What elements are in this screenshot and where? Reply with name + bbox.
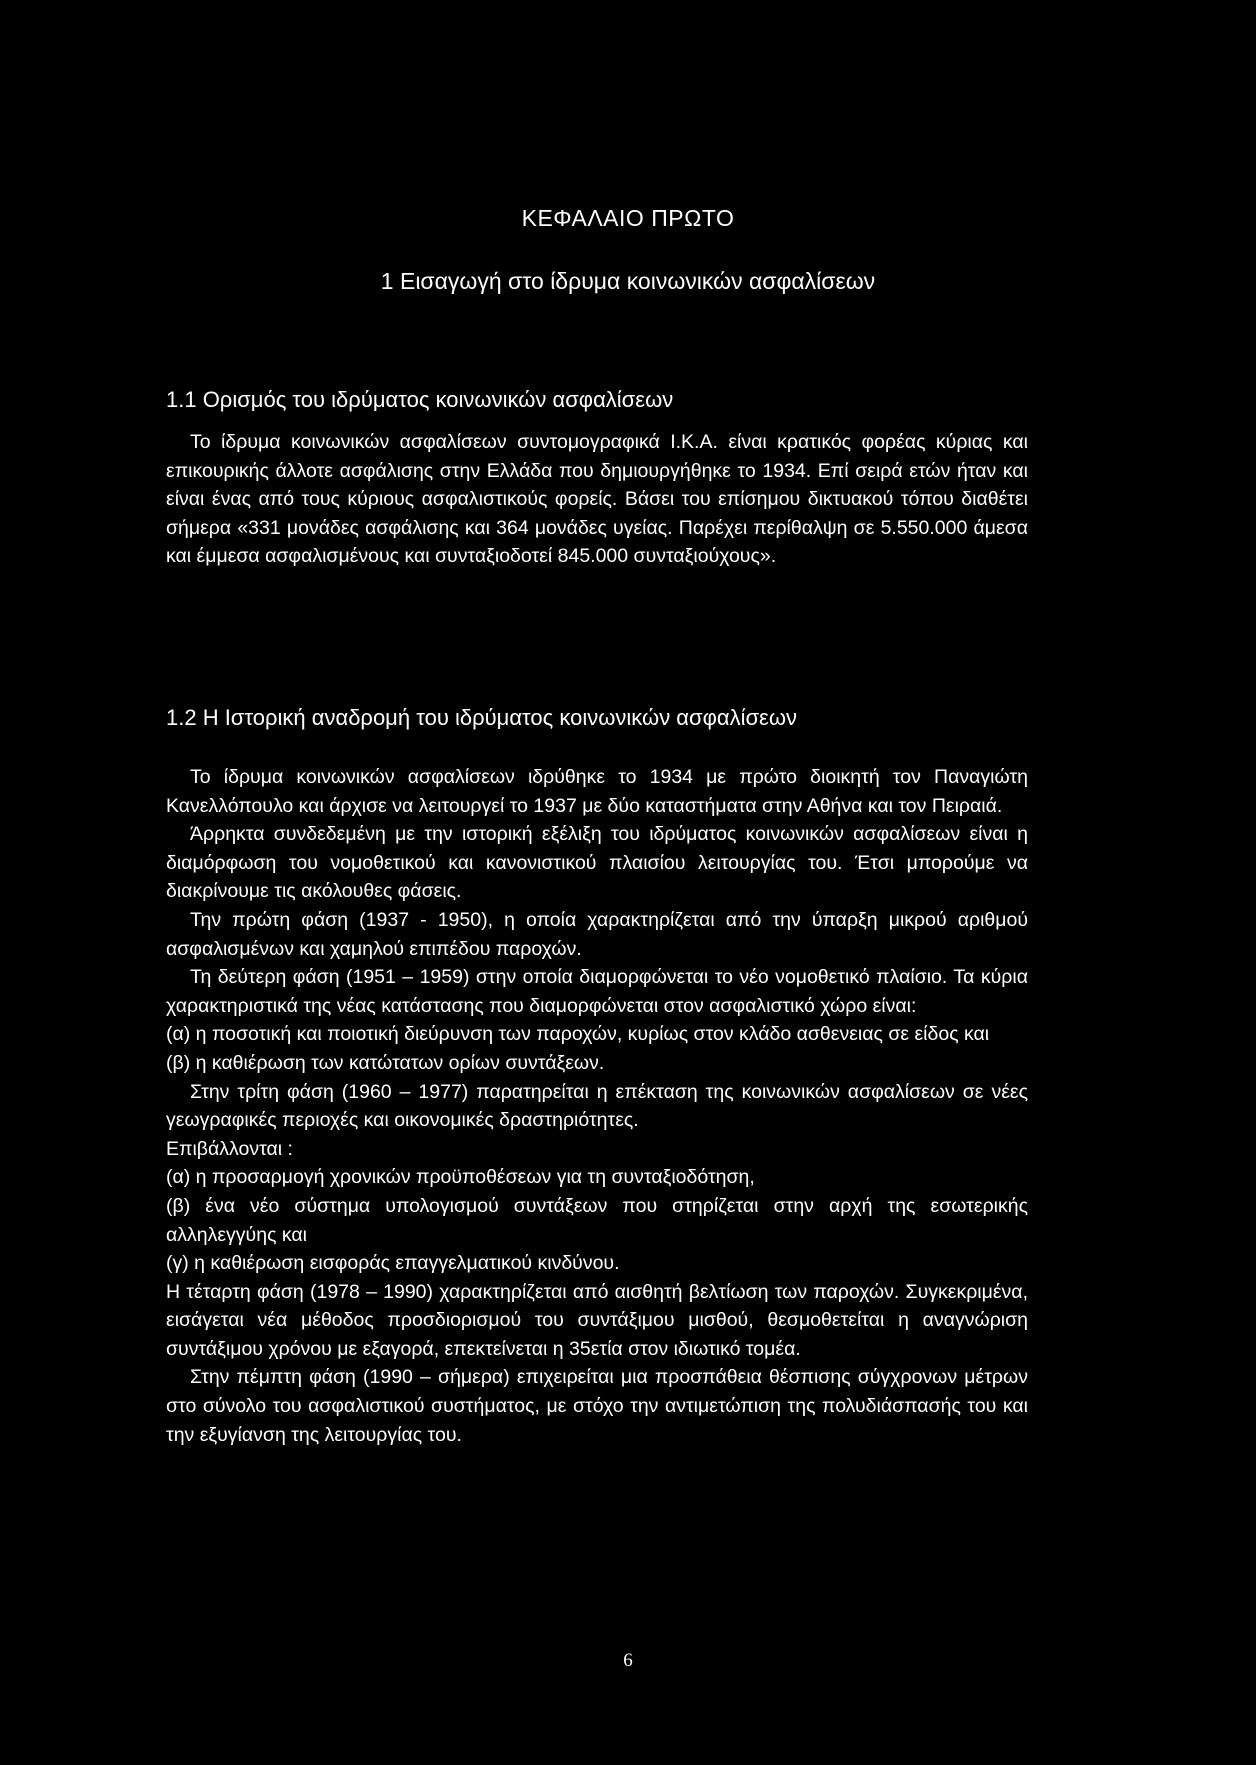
paragraph: Επιβάλλονται : [166, 1137, 293, 1160]
section-heading-1-1: 1.1 Ορισμός του ιδρύματος κοινωνικών ασφαλίσεων [166, 387, 674, 412]
list-item: (β) ένα νέο σύστημα υπολογισμού συντάξεων που στηρίζεται στην αρχή της εσωτερικής αλληλεγγύης και [166, 1194, 1028, 1246]
paragraph: Η τέταρτη φάση (1978 – 1990) χαρακτηρίζεται από αισθητή βελτίωση των παροχών. Συγκεκριμένα, εισάγεται νέα μέθοδος προσδιορισμού του συντάξιμου μισθού, θεσμοθετείται η αναγνώριση συντάξιμου χρόνου με εξαγορά, επεκτείνεται η 35ετία στον ιδιωτικό τομέα. [166, 1280, 1028, 1360]
paragraph: Το ίδρυμα κοινωνικών ασφαλίσεων συντομογραφικά Ι.Κ.Α. είναι κρατικός φορέας κύριας και επικουρικής άλλοτε ασφάλισης στην Ελλάδα που δημιουργήθηκε το 1934. Επί σειρά ετών ήταν και είναι ένας από τους κύριους ασφαλιστικούς φορείς. Βάσει του επίσημου δικτυακού τόπου διαθέτει σήμερα «331 μονάδες ασφάλισης και 364 μονάδες υγείας. Παρέχει περίθαλψη σε 5.550.000 άμεσα και έμμεσα ασφαλισμένους και συνταξιοδοτεί 845.000 συνταξιούχους». [166, 431, 1028, 568]
paragraph: Τη δεύτερη φάση (1951 – 1959) στην οποία διαμορφώνεται το νέο νομοθετικό πλαίσιο. Τα κύρια χαρακτηριστικά της νέας κατάστασης που διαμορφώνεται στον ασφαλιστικό χώρο είναι: [166, 966, 1028, 1017]
paragraph: Στην πέμπτη φάση (1990 – σήμερα) επιχειρείται μια προσπάθεια θέσπισης σύγχρονων μέτρων στο σύνολο του ασφαλιστικού συστήματος, με στόχο την αντιμετώπιση της πολυδιάσπασής του και την εξυγίανση της λειτουργίας του. [166, 1366, 1028, 1446]
section-1-2-body [166, 763, 1028, 1449]
chapter-title: ΚΕΦΑΛΑΙΟ ΠΡΩΤΟ [521, 205, 735, 231]
paragraph: Άρρηκτα συνδεδεμένη με την ιστορική εξέλιξη του ιδρύματος κοινωνικών ασφαλίσεων είναι η διαμόρφωση του νομοθετικού και κανονιστικού πλαισίου λειτουργίας του. Έτσι μπορούμε να διακρίνουμε τις ακόλουθες φάσεις. [166, 823, 1028, 903]
list-item: (α) η ποσοτική και ποιοτική διεύρυνση των παροχών, κυρίως στον κλάδο ασθενειας σε είδος και [166, 1023, 990, 1046]
list-item: (α) η προσαρμογή χρονικών προϋποθέσεων για τη συνταξιοδότηση, [166, 1166, 755, 1189]
chapter-subtitle: 1 Εισαγωγή στο ίδρυμα κοινωνικών ασφαλίσεων [380, 268, 876, 294]
list-item: (β) η καθιέρωση των κατώτατων ορίων συντάξεων. [166, 1051, 605, 1074]
section-1-1-body [166, 428, 1028, 571]
paragraph: Την πρώτη φάση (1937 - 1950), η οποία χαρακτηρίζεται από την ύπαρξη μικρού αριθμού ασφαλισμένων και χαμηλού επιπέδου παροχών. [166, 908, 1028, 960]
paragraph: Στην τρίτη φάση (1960 – 1977) παρατηρείται η επέκταση της κοινωνικών ασφαλίσεων σε νέες γεωγραφικές περιοχές και οικονομικές δραστηριότητες. [166, 1080, 1028, 1132]
list-item: (γ) η καθιέρωση εισφοράς επαγγελματικού κινδύνου. [166, 1252, 620, 1275]
section-heading-1-2: 1.2 Η Ιστορική αναδρομή του ιδρύματος κοινωνικών ασφαλίσεων [166, 705, 798, 730]
paragraph: Το ίδρυμα κοινωνικών ασφαλίσεων ιδρύθηκε το 1934 με πρώτο διοικητή τον Παναγιώτη Κανελλόπουλο και άρχισε να λειτουργεί το 1937 με δύο καταστήματα στην Αθήνα και τον Πειραιά. [166, 766, 1028, 817]
page-number: 6 [623, 1650, 633, 1671]
